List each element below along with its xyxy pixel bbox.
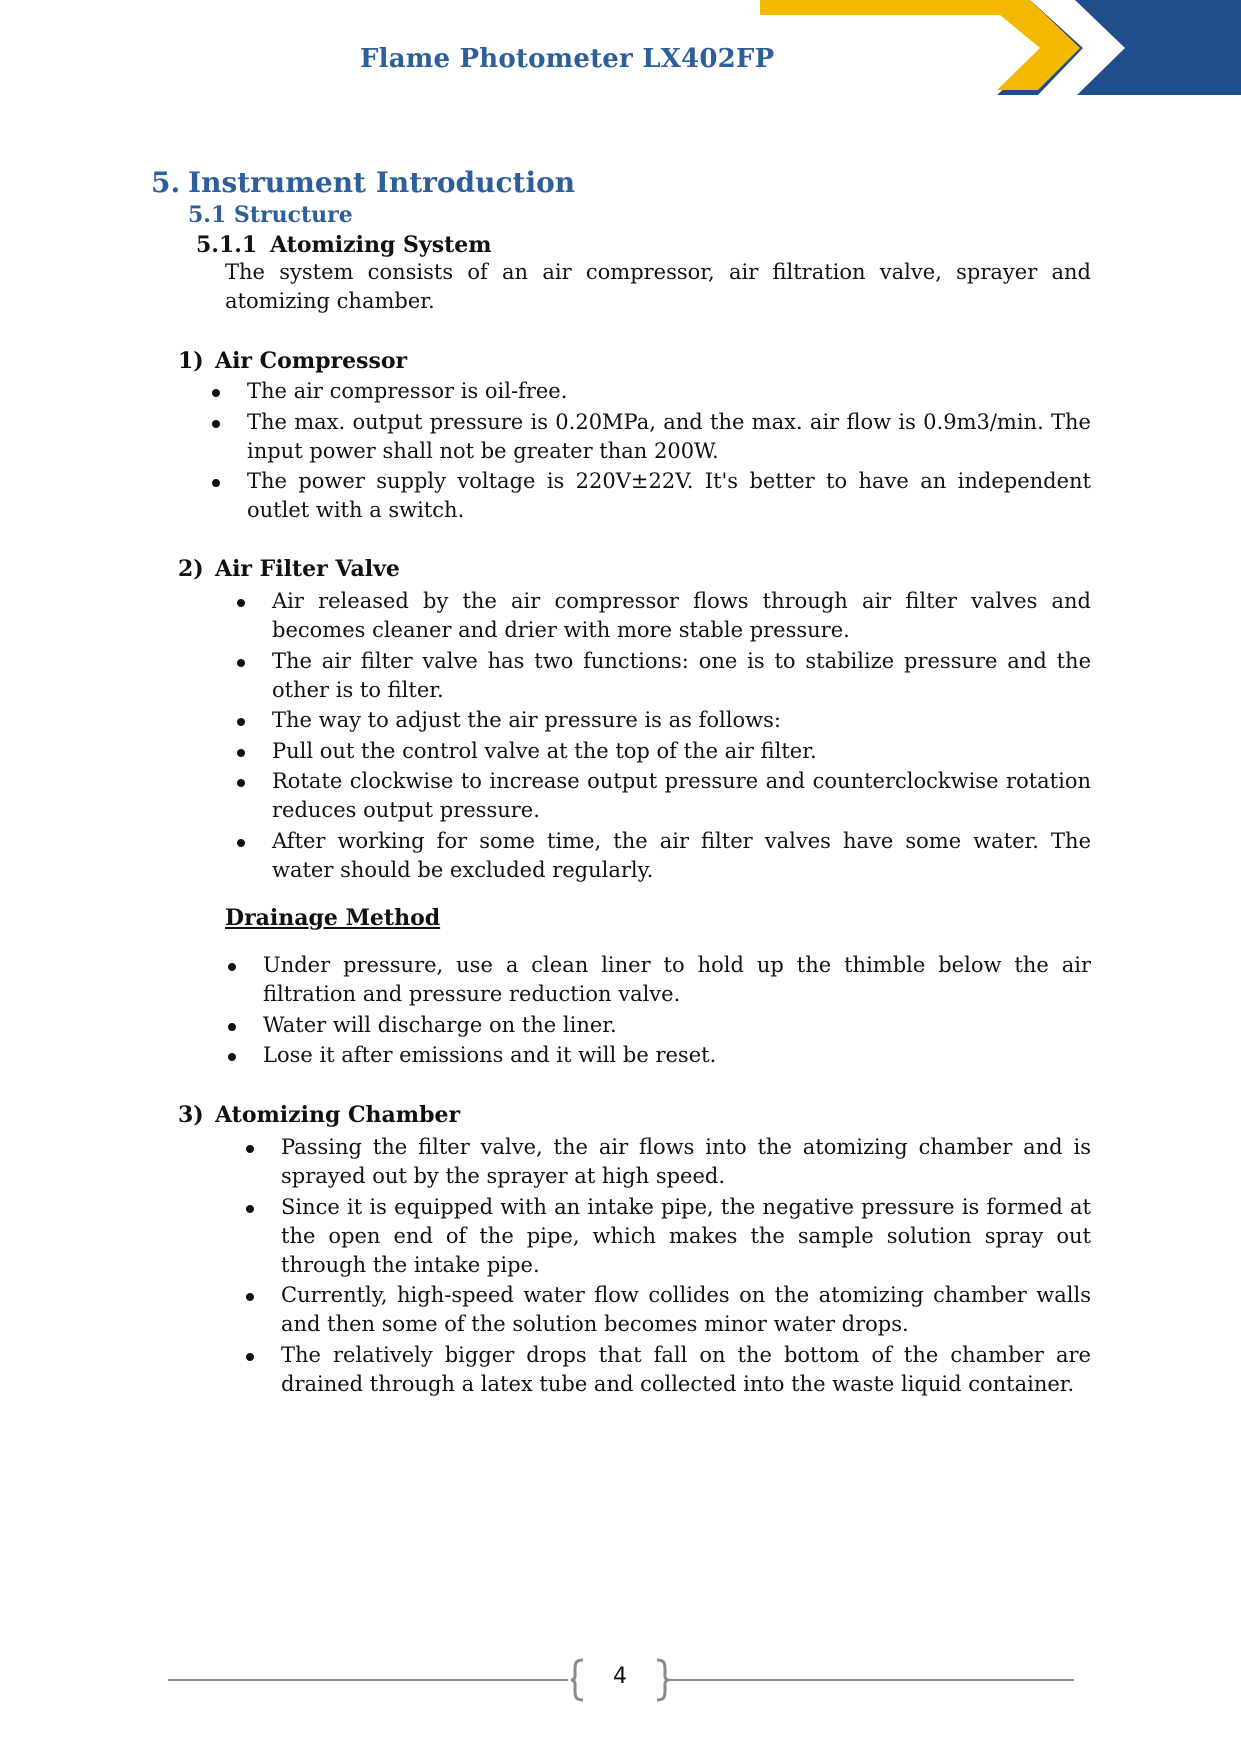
- bullet-icon: [237, 599, 245, 607]
- intro-paragraph: The system consists of an air compressor, air filtration valve, sprayer and atomizing chamber.: [225, 260, 1091, 313]
- chapter-number: 5.: [151, 166, 181, 199]
- atomizing-chamber-title: Atomizing Chamber: [215, 1102, 461, 1128]
- subsection-title: Atomizing System: [270, 232, 492, 258]
- bullet-icon: [237, 718, 245, 726]
- list-item: Pull out the control valve at the top of the air filter.: [272, 737, 1091, 766]
- bullet-icon: [237, 659, 245, 667]
- list-item: The way to adjust the air pressure is as follows:: [272, 706, 1091, 735]
- page-number: 4: [613, 1664, 627, 1689]
- document-header-title: Flame Photometer LX402FP: [360, 44, 775, 74]
- list-item: The air filter valve has two functions: one is to stabilize pressure and the other is to filter.: [272, 647, 1091, 705]
- bullet-icon: [212, 389, 220, 397]
- list-item: Currently, high-speed water flow collides on the atomizing chamber walls and then some of the solution becomes minor water drops.: [281, 1281, 1091, 1339]
- list-item: Lose it after emissions and it will be reset.: [263, 1041, 1091, 1070]
- list-item: The air compressor is oil-free.: [247, 377, 1091, 406]
- list-item: Under pressure, use a clean liner to hold up the thimble below the air filtration and pressure reduction valve.: [263, 951, 1091, 1009]
- air-compressor-list: [247, 377, 1091, 527]
- atomizing-chamber-number: 3): [178, 1102, 204, 1128]
- list-item: After working for some time, the air filter valves have some water. The water should be excluded regularly.: [272, 827, 1091, 885]
- atomizing-chamber-list: [281, 1133, 1091, 1400]
- atomizing-chamber-heading: [178, 1102, 460, 1128]
- list-item: Passing the filter valve, the air flows into the atomizing chamber and is sprayed out by the sprayer at high speed.: [281, 1133, 1091, 1191]
- footer-right-bracket-icon: [655, 1658, 671, 1702]
- chapter-heading: [151, 166, 575, 199]
- bullet-icon: [212, 479, 220, 487]
- list-item: The power supply voltage is 220V±22V. It's better to have an independent outlet with a switch.: [247, 467, 1091, 525]
- air-filter-heading: [178, 556, 400, 582]
- footer-left-bracket-icon: [569, 1658, 585, 1702]
- footer-line-left: [168, 1679, 568, 1681]
- list-item: Water will discharge on the liner.: [263, 1011, 1091, 1040]
- air-filter-number: 2): [178, 556, 204, 582]
- bullet-icon: [246, 1353, 254, 1361]
- bullet-icon: [246, 1145, 254, 1153]
- air-compressor-title: Air Compressor: [215, 348, 408, 374]
- drainage-list: [263, 951, 1091, 1072]
- section-heading: 5.1 Structure: [188, 202, 353, 228]
- subsection-number: 5.1.1: [196, 232, 258, 258]
- bullet-icon: [237, 779, 245, 787]
- bullet-icon: [237, 749, 245, 757]
- list-item: The relatively bigger drops that fall on the bottom of the chamber are drained through a latex tube and collected into the waste liquid container.: [281, 1341, 1091, 1399]
- air-compressor-heading: [178, 348, 407, 374]
- list-item: Since it is equipped with an intake pipe, the negative pressure is formed at the open end of the pipe, which makes the sample solution spray out through the intake pipe.: [281, 1193, 1091, 1280]
- header-yellow-chevron: [760, 0, 1080, 90]
- list-item: The max. output pressure is 0.20MPa, and the max. air flow is 0.9m3/min. The input power shall not be greater than 200W.: [247, 408, 1091, 466]
- air-filter-list: [272, 587, 1091, 886]
- air-filter-title: Air Filter Valve: [215, 556, 400, 582]
- list-item: Rotate clockwise to increase output pressure and counterclockwise rotation reduces output pressure.: [272, 767, 1091, 825]
- drainage-method-heading: Drainage Method: [225, 905, 441, 931]
- footer-line-right: [666, 1679, 1074, 1681]
- list-item: Air released by the air compressor flows through air filter valves and becomes cleaner and drier with more stable pressure.: [272, 587, 1091, 645]
- bullet-icon: [246, 1205, 254, 1213]
- air-compressor-number: 1): [178, 348, 204, 374]
- bullet-icon: [228, 1023, 236, 1031]
- bullet-icon: [212, 420, 220, 428]
- bullet-icon: [237, 839, 245, 847]
- chapter-title: Instrument Introduction: [188, 166, 576, 199]
- bullet-icon: [228, 1053, 236, 1061]
- bullet-icon: [228, 963, 236, 971]
- subsection-heading: [196, 232, 492, 258]
- bullet-icon: [246, 1293, 254, 1301]
